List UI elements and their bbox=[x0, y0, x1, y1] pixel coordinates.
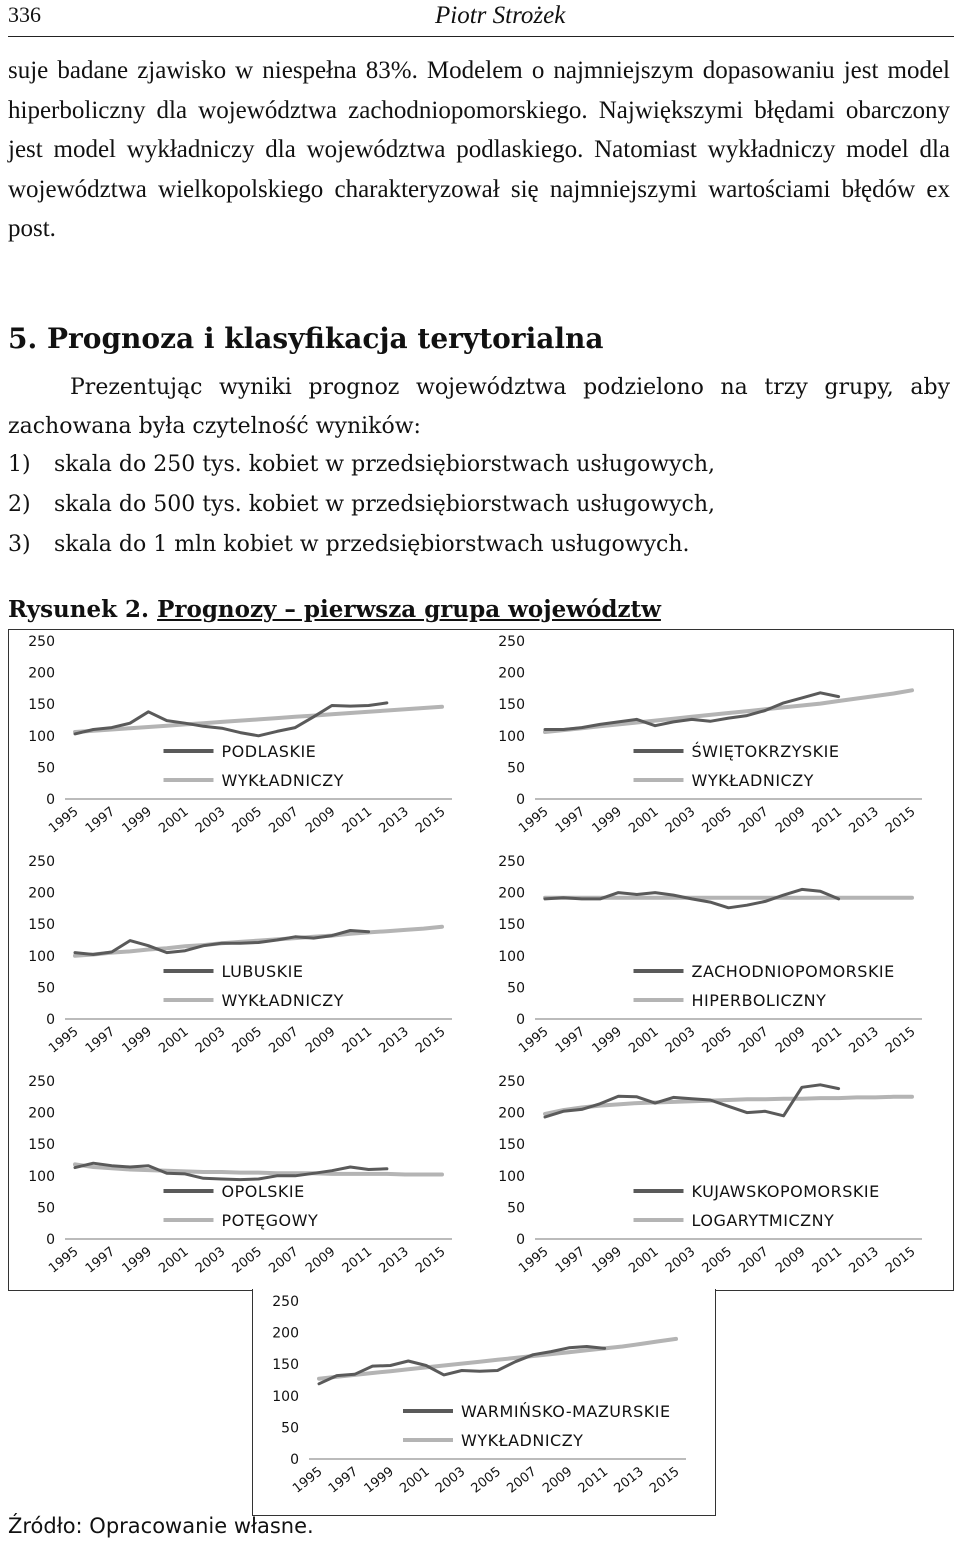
x-tick-label: 2013 bbox=[611, 1464, 647, 1497]
figure-title: Prognozy – pierwsza grupa województw bbox=[157, 596, 661, 623]
legend-label: WYKŁADNICZY bbox=[221, 991, 344, 1010]
x-tick-label: 1999 bbox=[119, 1024, 155, 1057]
x-tick-label: 2009 bbox=[773, 1244, 809, 1277]
x-tick-label: 2003 bbox=[192, 1244, 229, 1277]
x-tick-label: 1995 bbox=[46, 1244, 82, 1277]
list-number: 1) bbox=[8, 452, 31, 477]
y-tick-label: 0 bbox=[46, 792, 55, 808]
x-tick-label: 2001 bbox=[156, 804, 192, 837]
x-tick-label: 2013 bbox=[846, 1244, 882, 1277]
body-paragraph-1: suje badane zjawisko w niespełna 83%. Modelem o najmniejszym dopasowaniu jest model hiperboliczny dla województwa zachodniopomorskiego. Największymi błędami obarczony jest model wykładniczy dla województwa podlaskiego. Natomiast wykładniczy model dla województwa wielkopolskiego charakteryzował się najmniejszymi wartościami błędów ex post. bbox=[8, 57, 950, 242]
x-tick-label: 1999 bbox=[589, 804, 625, 837]
x-tick-label: 2007 bbox=[266, 1024, 302, 1057]
x-tick-label: 2001 bbox=[397, 1464, 433, 1497]
x-tick-label: 2013 bbox=[376, 804, 412, 837]
series-line bbox=[545, 693, 839, 730]
x-tick-label: 1997 bbox=[82, 804, 119, 837]
x-tick-label: 2007 bbox=[736, 804, 772, 837]
y-tick-label: 0 bbox=[516, 1012, 525, 1028]
x-tick-label: 2001 bbox=[626, 1244, 662, 1277]
series-line bbox=[75, 707, 442, 732]
scale-list bbox=[8, 445, 715, 565]
list-text: skala do 1 mln kobiet w przedsiębiorstwach usługowych. bbox=[54, 532, 690, 557]
x-tick-label: 2001 bbox=[156, 1024, 192, 1057]
x-tick-label: 1999 bbox=[589, 1244, 625, 1277]
x-tick-label: 2015 bbox=[883, 1244, 919, 1277]
y-tick-label: 250 bbox=[28, 634, 55, 650]
running-author: Piotr Strożek bbox=[435, 2, 566, 29]
y-tick-label: 150 bbox=[28, 917, 55, 934]
x-tick-label: 2015 bbox=[413, 804, 449, 837]
x-tick-label: 2003 bbox=[662, 804, 699, 837]
x-tick-label: 2007 bbox=[266, 804, 302, 837]
y-tick-label: 150 bbox=[498, 697, 525, 714]
y-tick-label: 250 bbox=[498, 1074, 525, 1090]
y-tick-label: 50 bbox=[507, 980, 525, 997]
legend-label: PODLASKIE bbox=[221, 742, 317, 761]
y-tick-label: 50 bbox=[507, 760, 525, 777]
y-tick-label: 250 bbox=[28, 1074, 55, 1090]
chart-warminsko-mazurskie bbox=[254, 1291, 714, 1509]
legend-label: ZACHODNIOPOMORSKIE bbox=[691, 962, 895, 981]
x-tick-label: 2005 bbox=[229, 1024, 265, 1057]
x-tick-label: 2015 bbox=[647, 1464, 683, 1497]
x-tick-label: 2001 bbox=[156, 1244, 192, 1277]
x-tick-label: 2009 bbox=[773, 1024, 809, 1057]
x-tick-label: 2009 bbox=[540, 1464, 576, 1497]
x-tick-label: 2011 bbox=[339, 1244, 376, 1277]
y-tick-label: 100 bbox=[498, 948, 525, 965]
y-tick-label: 200 bbox=[498, 665, 525, 682]
x-tick-label: 1997 bbox=[552, 804, 589, 837]
y-tick-label: 150 bbox=[272, 1357, 299, 1374]
x-tick-label: 2005 bbox=[699, 1024, 735, 1057]
y-tick-label: 100 bbox=[28, 728, 55, 745]
y-tick-label: 250 bbox=[272, 1294, 299, 1310]
list-number: 3) bbox=[8, 532, 31, 557]
y-tick-label: 0 bbox=[516, 1232, 525, 1248]
legend-label: ŚWIĘTOKRZYSKIE bbox=[691, 742, 840, 761]
x-tick-label: 2005 bbox=[229, 1244, 265, 1277]
figure-source: Źródło: Opracowanie własne. bbox=[8, 1514, 314, 1538]
y-tick-label: 250 bbox=[498, 634, 525, 650]
y-tick-label: 150 bbox=[498, 917, 525, 934]
series-line bbox=[319, 1339, 676, 1379]
legend-label: WYKŁADNICZY bbox=[221, 771, 344, 790]
y-tick-label: 100 bbox=[28, 948, 55, 965]
y-tick-label: 200 bbox=[28, 665, 55, 682]
y-tick-label: 150 bbox=[28, 697, 55, 714]
x-tick-label: 2007 bbox=[266, 1244, 302, 1277]
y-tick-label: 150 bbox=[498, 1137, 525, 1154]
x-tick-label: 2009 bbox=[773, 804, 809, 837]
x-tick-label: 2003 bbox=[662, 1244, 699, 1277]
x-tick-label: 2001 bbox=[626, 1024, 662, 1057]
y-tick-label: 100 bbox=[272, 1388, 299, 1405]
x-tick-label: 2003 bbox=[192, 804, 229, 837]
x-tick-label: 2009 bbox=[303, 1244, 339, 1277]
y-tick-label: 100 bbox=[498, 728, 525, 745]
x-tick-label: 2001 bbox=[626, 804, 662, 837]
x-tick-label: 2011 bbox=[339, 1024, 376, 1057]
y-tick-label: 200 bbox=[28, 885, 55, 902]
x-tick-label: 1999 bbox=[119, 804, 155, 837]
x-tick-label: 1997 bbox=[82, 1024, 119, 1057]
y-tick-label: 50 bbox=[281, 1420, 299, 1437]
x-tick-label: 2005 bbox=[468, 1464, 504, 1497]
x-tick-label: 2015 bbox=[883, 1024, 919, 1057]
legend-label: HIPERBOLICZNY bbox=[691, 991, 827, 1010]
x-tick-label: 2007 bbox=[736, 1024, 772, 1057]
y-tick-label: 0 bbox=[516, 792, 525, 808]
list-item bbox=[8, 525, 715, 565]
x-tick-label: 2011 bbox=[809, 1244, 846, 1277]
x-tick-label: 2003 bbox=[192, 1024, 229, 1057]
x-tick-label: 2011 bbox=[809, 1024, 846, 1057]
x-tick-label: 2015 bbox=[883, 804, 919, 837]
chart-opolskie bbox=[10, 1071, 480, 1289]
x-tick-label: 2013 bbox=[376, 1244, 412, 1277]
figure-label: Rysunek 2. bbox=[8, 596, 150, 623]
x-tick-label: 1997 bbox=[552, 1024, 589, 1057]
y-tick-label: 250 bbox=[28, 854, 55, 870]
page-header bbox=[8, 0, 954, 37]
x-tick-label: 1995 bbox=[516, 804, 552, 837]
y-tick-label: 50 bbox=[37, 980, 55, 997]
x-tick-label: 1997 bbox=[325, 1464, 362, 1497]
legend-label: WYKŁADNICZY bbox=[691, 771, 814, 790]
y-tick-label: 100 bbox=[498, 1168, 525, 1185]
x-tick-label: 1995 bbox=[516, 1024, 552, 1057]
list-text: skala do 500 tys. kobiet w przedsiębiorstwach usługowych, bbox=[54, 492, 716, 517]
list-item bbox=[8, 485, 715, 525]
y-tick-label: 200 bbox=[498, 885, 525, 902]
list-number: 2) bbox=[8, 492, 31, 517]
y-tick-label: 0 bbox=[46, 1012, 55, 1028]
x-tick-label: 1995 bbox=[46, 1024, 82, 1057]
chart-zachodniopomorskie bbox=[480, 851, 950, 1069]
x-tick-label: 2003 bbox=[662, 1024, 699, 1057]
chart-lubuskie bbox=[10, 851, 480, 1069]
legend-label: OPOLSKIE bbox=[221, 1182, 305, 1201]
y-tick-label: 250 bbox=[498, 854, 525, 870]
x-tick-label: 2005 bbox=[699, 804, 735, 837]
x-tick-label: 1995 bbox=[46, 804, 82, 837]
x-tick-label: 2003 bbox=[432, 1464, 469, 1497]
section-heading: 5. Prognoza i klasyfikacja terytorialna bbox=[8, 322, 604, 355]
y-tick-label: 0 bbox=[290, 1452, 299, 1468]
chart-podlaskie bbox=[10, 631, 480, 849]
y-tick-label: 200 bbox=[28, 1105, 55, 1122]
y-tick-label: 150 bbox=[28, 1137, 55, 1154]
x-tick-label: 2011 bbox=[575, 1464, 612, 1497]
x-tick-label: 1995 bbox=[290, 1464, 326, 1497]
x-tick-label: 2007 bbox=[504, 1464, 540, 1497]
x-tick-label: 2015 bbox=[413, 1244, 449, 1277]
x-tick-label: 2013 bbox=[846, 1024, 882, 1057]
y-tick-label: 200 bbox=[498, 1105, 525, 1122]
x-tick-label: 2009 bbox=[303, 1024, 339, 1057]
x-tick-label: 1997 bbox=[82, 1244, 119, 1277]
y-tick-label: 200 bbox=[272, 1325, 299, 1342]
body-paragraph-2: Prezentując wyniki prognoz województwa podzielono na trzy grupy, aby zachowana była czytelność wyników: bbox=[8, 375, 950, 439]
list-text: skala do 250 tys. kobiet w przedsiębiorstwach usługowych, bbox=[54, 452, 716, 477]
x-tick-label: 2011 bbox=[809, 804, 846, 837]
x-tick-label: 1999 bbox=[361, 1464, 397, 1497]
legend-label: LOGARYTMICZNY bbox=[691, 1211, 835, 1230]
x-tick-label: 2005 bbox=[229, 804, 265, 837]
chart-swietokrzyskie bbox=[480, 631, 950, 849]
y-tick-label: 50 bbox=[37, 1200, 55, 1217]
x-tick-label: 1997 bbox=[552, 1244, 589, 1277]
x-tick-label: 2015 bbox=[413, 1024, 449, 1057]
list-item bbox=[8, 445, 715, 485]
y-tick-label: 50 bbox=[37, 760, 55, 777]
y-tick-label: 100 bbox=[28, 1168, 55, 1185]
x-tick-label: 1999 bbox=[119, 1244, 155, 1277]
x-tick-label: 2007 bbox=[736, 1244, 772, 1277]
y-tick-label: 0 bbox=[46, 1232, 55, 1248]
figure-caption bbox=[8, 596, 661, 623]
page-number: 336 bbox=[8, 2, 41, 27]
legend-label: WYKŁADNICZY bbox=[461, 1431, 584, 1450]
y-tick-label: 50 bbox=[507, 1200, 525, 1217]
x-tick-label: 1999 bbox=[589, 1024, 625, 1057]
x-tick-label: 2013 bbox=[846, 804, 882, 837]
legend-label: KUJAWSKOPOMORSKIE bbox=[691, 1182, 880, 1201]
legend-label: POTĘGOWY bbox=[221, 1211, 319, 1230]
legend-label: LUBUSKIE bbox=[221, 962, 304, 981]
legend-label: WARMIŃSKO-MAZURSKIE bbox=[461, 1402, 671, 1421]
x-tick-label: 2013 bbox=[376, 1024, 412, 1057]
x-tick-label: 2009 bbox=[303, 804, 339, 837]
x-tick-label: 1995 bbox=[516, 1244, 552, 1277]
chart-kujawskopomorskie bbox=[480, 1071, 950, 1289]
x-tick-label: 2011 bbox=[339, 804, 376, 837]
x-tick-label: 2005 bbox=[699, 1244, 735, 1277]
